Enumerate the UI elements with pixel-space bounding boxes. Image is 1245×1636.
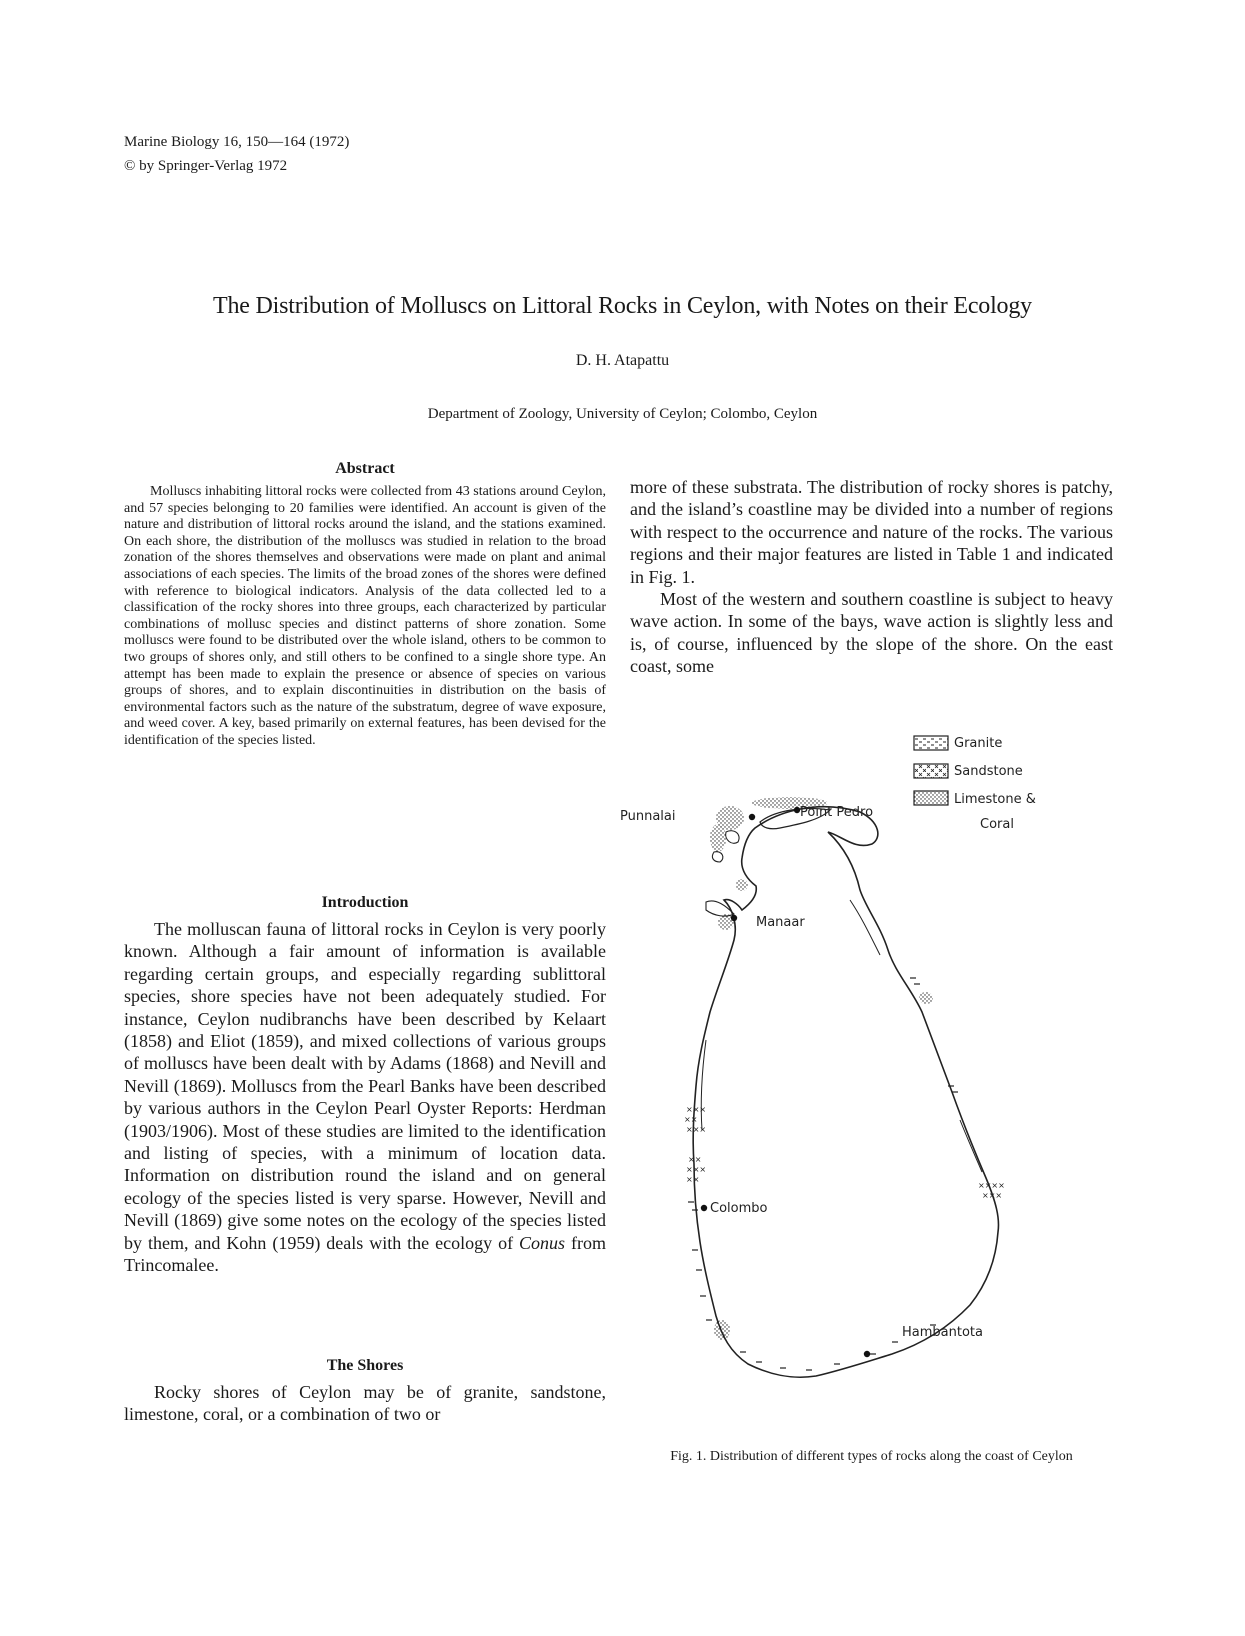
- place-markers: [701, 807, 870, 1357]
- legend-sandstone-swatch: [914, 764, 948, 778]
- journal-citation: Marine Biology 16, 150—164 (1972): [124, 134, 350, 150]
- jaffna-islands-1: [726, 831, 739, 844]
- introduction-text-main: The molluscan fauna of littoral rocks in Ceylon is very poorly known. Although a fair amount of information is available regarding certain groups, and especially regarding sublittoral species, shore species have not been adequately studied. For instance, Ceylon nudibranchs have been described by Kelaart (1858) and Eliot (1859), and mixed collections of various groups of molluscs have been dealt with by Adams (1868) and Nevill and Nevill (1869). Molluscs from the Pearl Banks have been described by various authors in the Ceylon Pearl Oyster Reports: Herdman (1903/1906). Most of these studies are limited to the identification and listing of species, with a minimum of location data. Information on distribution round the island and on general ecology of the species listed is very sparse. However, Nevill and Nevill (1869) give some notes on the ecology of the species listed by them, and Kohn (1959) deals with the ecology of: [124, 919, 606, 1253]
- svg-text:×××: ×××: [686, 1105, 707, 1114]
- legend-sandstone-label: Sandstone: [954, 764, 1023, 779]
- introduction-heading: Introduction: [321, 894, 409, 911]
- introduction-text: [124, 918, 606, 1277]
- ceylon-rock-map: [620, 736, 1113, 1420]
- shores-paragraph-1-end: more of these substrata. The distribution of rocky shores is patchy, and the island’s coastline may be divided into a number of regions with respect to the occurrence and nature of the rocks. The various regions and their major features are listed in Table 1 and indicated in Fig. 1.: [630, 477, 1113, 587]
- label-point-pedro: Point Pedro: [800, 805, 874, 820]
- journal-header: [124, 130, 349, 178]
- svg-text:×××: ×××: [982, 1191, 1003, 1200]
- svg-text:×××: ×××: [686, 1165, 707, 1174]
- limestone-coral-markings: [710, 797, 933, 1340]
- shores-paragraph-1-start: Rocky shores of Ceylon may be of granite, sandstone, limestone, coral, or a combination of two or: [124, 1382, 606, 1425]
- paper-affiliation: Department of Zoology, University of Ceylon; Colombo, Ceylon: [427, 406, 818, 422]
- paper-title: The Distribution of Molluscs on Littoral Rocks in Ceylon, with Notes on their Ecology: [213, 293, 1032, 319]
- svg-text:××××: ××××: [978, 1181, 1005, 1190]
- svg-text:××: ××: [688, 1155, 702, 1164]
- label-colombo: Colombo: [710, 1201, 768, 1216]
- journal-copyright: © by Springer-Verlag 1972: [124, 158, 288, 174]
- coastline-inner-lagoon-west: [701, 1040, 706, 1130]
- shores-heading: The Shores: [326, 1357, 404, 1374]
- map-legend: [914, 736, 1036, 832]
- legend-limestone-label-1: Limestone &: [954, 792, 1036, 807]
- label-manaar: Manaar: [756, 915, 805, 930]
- introduction-genus: Conus: [519, 1232, 566, 1253]
- abstract-heading: Abstract: [335, 460, 395, 477]
- shores-section: [124, 1357, 606, 1426]
- introduction-section: [124, 894, 606, 1277]
- paper-author: D. H. Atapattu: [575, 352, 670, 369]
- legend-limestone-label-2: Coral: [980, 817, 1014, 832]
- coastline-inner-lagoon-east: [850, 900, 880, 955]
- abstract-text: Molluscs inhabiting littoral rocks were collected from 43 stations around Ceylon, and 57 species belonging to 20 families were identified. An account is given of the nature and distribution of littoral rocks around the island, and the stations examined. On each shore, the distribution of the molluscs was studied in relation to the broad zonation of the shores themselves and observations were made on plant and animal associations of each species. The limits of the broad zones of the shores were defined with reference to biological indicators. Analysis of the data collected led to a classification of the rocky shores into three groups, each characterized by particular combinations of mollusc species and distinct patterns of shore zonation. Some molluscs were found to be distributed over the whole island, others to be common to two groups of shores only, and still others to be confined to a single shore type. An attempt has been made to explain the presence or absence of species on various groups of shores, and to explain discontinuities in distribution on the basis of environmental factors such as the nature of the substratum, degree of wave exposure, and weed cover. A key, based primarily on external features, has been devised for the identification of the species listed.: [124, 484, 606, 748]
- svg-text:××: ××: [686, 1175, 700, 1184]
- abstract-section: [124, 460, 606, 750]
- svg-text:×××: ×××: [686, 1125, 707, 1134]
- legend-granite-label: Granite: [954, 736, 1003, 751]
- shores-paragraph-2: Most of the western and southern coastline is subject to heavy wave action. In some of the bays, wave action is slightly less and is, of course, influenced by the slope of the shore. On the east coast, some: [630, 589, 1113, 677]
- label-hambantota: Hambantota: [902, 1325, 983, 1340]
- coastline-inner-lagoon-southeast: [960, 1120, 982, 1172]
- figure-caption: Fig. 1. Distribution of different types of rocks along the coast of Ceylon: [670, 1449, 1073, 1464]
- label-punnalai: Punnalai: [620, 809, 676, 824]
- shores-continued: [630, 476, 1113, 678]
- jaffna-islands-2: [712, 852, 722, 862]
- introduction-text-end: from Trincomalee.: [124, 1232, 606, 1276]
- svg-text:××: ××: [684, 1115, 698, 1124]
- sandstone-markings: [684, 1105, 1005, 1200]
- legend-granite-swatch: [914, 736, 948, 750]
- granite-markings: [688, 978, 958, 1370]
- legend-limestone-swatch: [914, 791, 948, 805]
